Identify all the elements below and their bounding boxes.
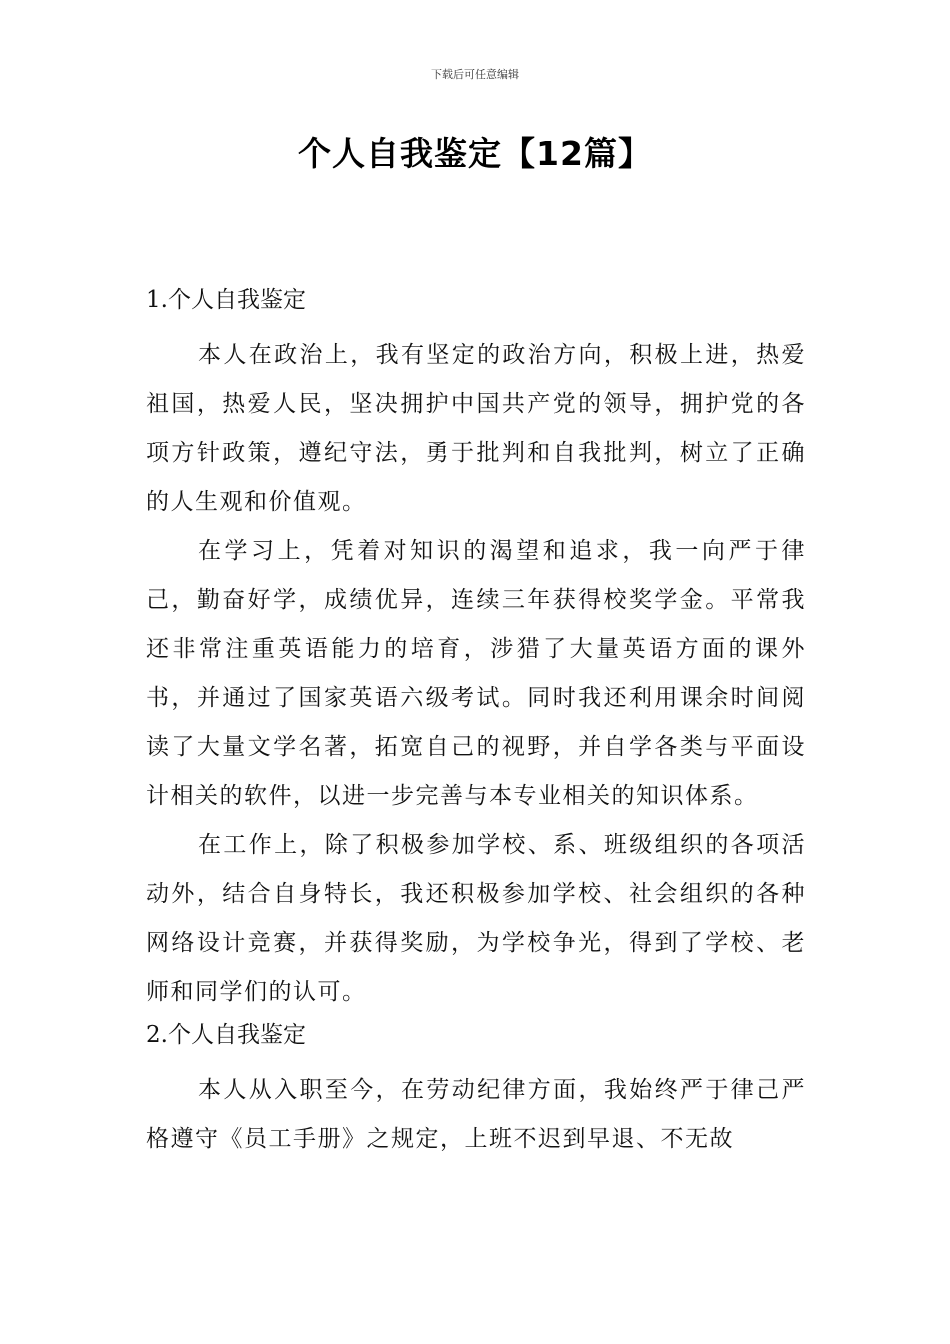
document-title: 个人自我鉴定【12篇】 <box>298 134 652 173</box>
section-heading: 1.个人自我鉴定 <box>146 287 306 313</box>
paragraph: 在学习上，凭着对知识的渴望和追求，我一向严于律己，勤奋好学，成绩优异，连续三年获得校奖学金。平常我还非常注重英语能力的培育，涉猎了大量英语方面的课外书，并通过了国家英语六级考试。同时我还利用课余时间阅读了大量文学名著，拓宽自己的视野，并自学各类与平面设计相关的软件，以进一步完善与本专业相关的知识体系。 <box>146 538 806 809</box>
paragraph: 本人在政治上，我有坚定的政治方向，积极上进，热爱祖国，热爱人民，坚决拥护中国共产党的领导，拥护党的各项方针政策，遵纪守法，勇于批判和自我批判，树立了正确的人生观和价值观。 <box>146 342 806 515</box>
paragraph: 本人从入职至今，在劳动纪律方面，我始终严于律己严格遵守《员工手册》之规定，上班不迟到早退、不无故 <box>146 1077 806 1152</box>
paragraph: 在工作上，除了积极参加学校、系、班级组织的各项活动外，结合自身特长，我还积极参加学校、社会组织的各种网络设计竞赛，并获得奖励，为学校争光，得到了学校、老师和同学们的认可。 <box>146 832 806 1005</box>
section-heading: 2.个人自我鉴定 <box>146 1022 306 1048</box>
document-body <box>146 282 806 1164</box>
header-note: 下载后可任意编辑 <box>431 68 519 81</box>
